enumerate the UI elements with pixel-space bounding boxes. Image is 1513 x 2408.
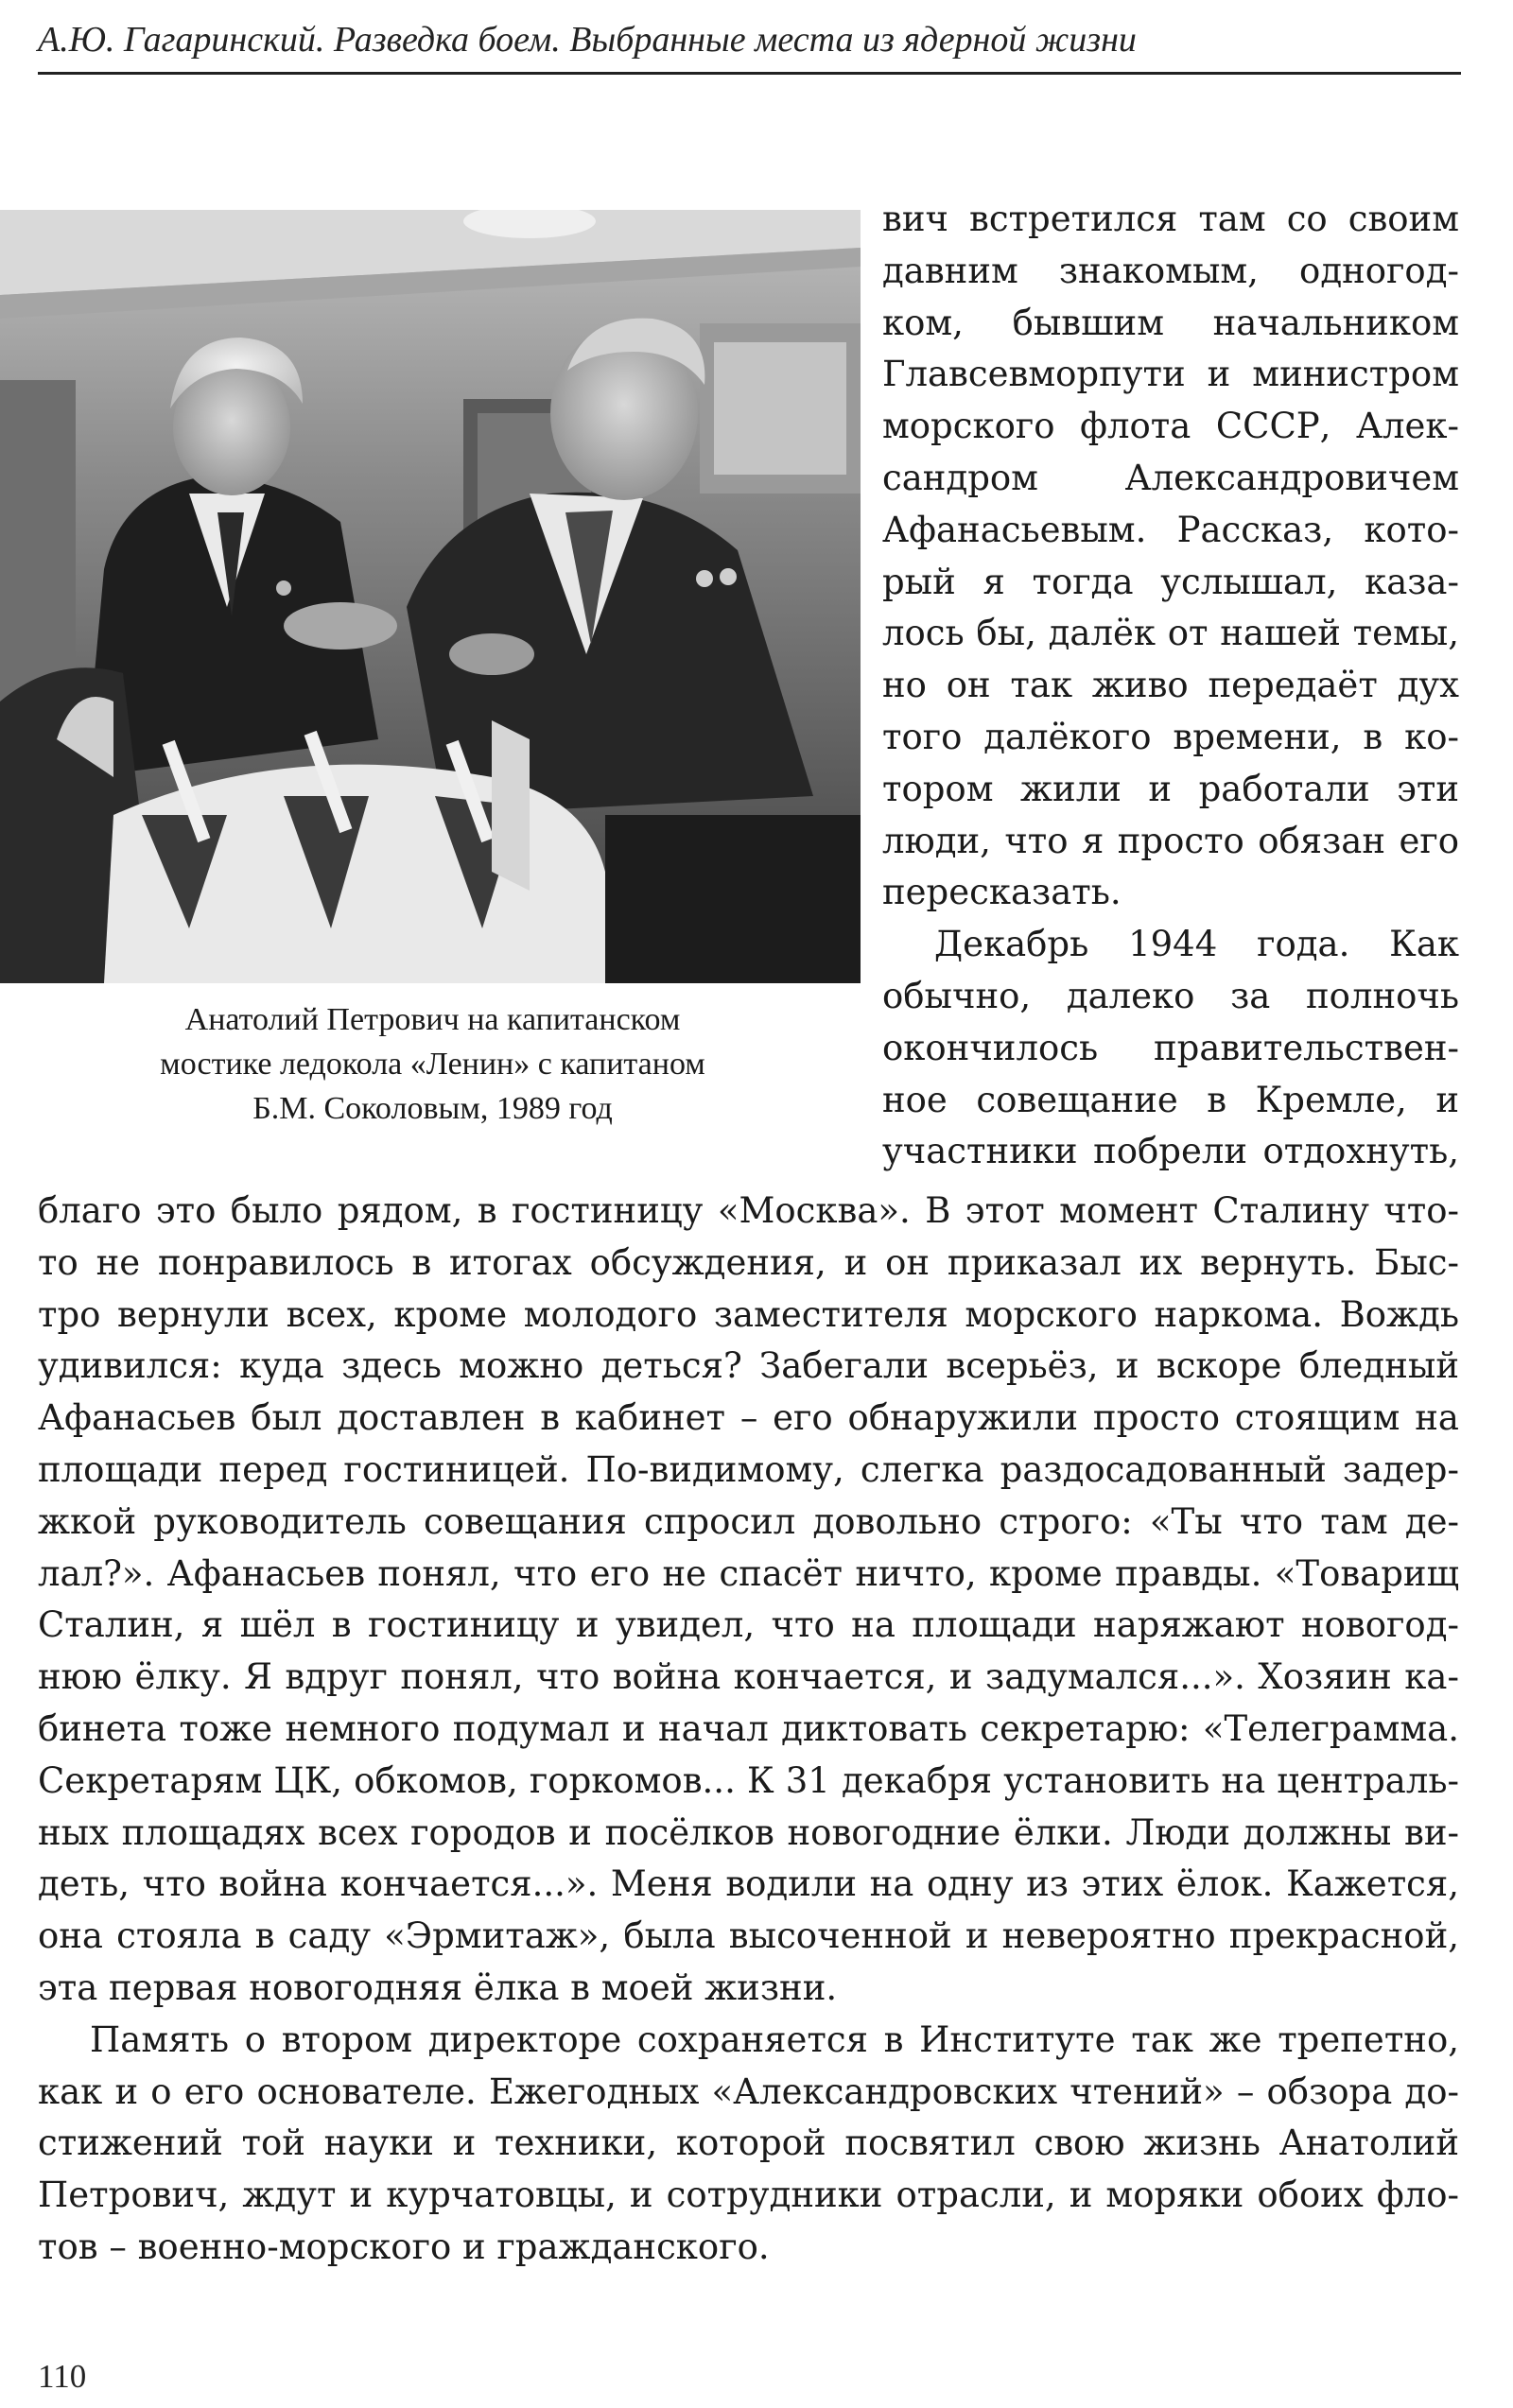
text-line: ное совещание в Кремле, и (882, 1079, 1459, 1120)
text-line: Афанасьев был доставлен в кабинет – его обнаружили просто стоящим на (38, 1397, 1459, 1439)
text-line: Сталин, я шёл в гостиницу и увидел, что на площади наряжают новогод- (38, 1604, 1459, 1646)
text-line: Петрович, ждут и курчатовцы, и сотрудники отрасли, и моряки обоих фло- (38, 2174, 1459, 2216)
text-line: Афанасьевым. Рассказ, кото- (882, 509, 1459, 550)
text-line: Секретарям ЦК, обкомов, горкомов... К 31 декабря установить на централь- (38, 1759, 1459, 1801)
text-line: эта первая новогодняя ёлка в моей жизни. (38, 1966, 838, 2008)
column-text (882, 194, 1459, 1178)
photo-illustration (0, 210, 861, 983)
full-width-text (38, 1186, 1459, 2274)
text-line: жкой руководитель совещания спросил довольно строго: «Ты что там де- (38, 1500, 1459, 1542)
text-line: рый я тогда услышал, каза- (882, 561, 1459, 602)
text-line: пересказать. (882, 872, 1122, 913)
photo-captains-on-bridge (0, 210, 861, 983)
text-line: участники побрели отдохнуть, (882, 1131, 1459, 1172)
text-line: деть, что война кончается...». Меня водили на одну из этих ёлок. Кажется, (38, 1863, 1459, 1905)
text-line: того далёкого времени, в ко- (882, 716, 1459, 757)
text-line: стижений той науки и техники, которой посвятил свою жизнь Анатолий (38, 2122, 1459, 2164)
text-line: Память о втором директоре сохраняется в Институте так же трепетно, (90, 2018, 1459, 2060)
text-line: морского флота СССР, Алек- (882, 406, 1459, 447)
text-line: бинета тоже немного подумал и начал диктовать секретарю: «Телеграмма. (38, 1707, 1459, 1749)
text-line: вич встретился там со своим (882, 199, 1459, 239)
text-line: давним знакомым, одногод- (882, 250, 1459, 291)
caption-line: Б.М. Соколовым, 1989 год (252, 1091, 613, 1126)
header-rule (38, 72, 1461, 75)
text-line: окончилось правительствен- (882, 1027, 1459, 1068)
text-line: нюю ёлку. Я вдруг понял, что война кончается, и задумался...». Хозяин ка- (38, 1656, 1459, 1698)
text-line: то не понравилось в итогах обсуждения, и он приказал их вернуть. Быс- (38, 1241, 1459, 1283)
caption-line: Анатолий Петрович на капитанском (184, 1002, 681, 1037)
text-line: удивился: куда здесь можно деться? Забегали всерьёз, и вскоре бледный (38, 1345, 1459, 1387)
text-line: тором жили и работали эти (882, 768, 1459, 809)
text-line: Декабрь 1944 года. Как (934, 924, 1459, 965)
text-line: лал?». Афанасьев понял, что его не спасёт ничто, кроме правды. «Товарищ (38, 1552, 1459, 1594)
text-line: тов – военно-морского и гражданского. (38, 2226, 770, 2267)
page-number: 110 (38, 2358, 87, 2395)
text-line: обычно, далеко за полночь (882, 975, 1459, 1016)
running-head-title: А.Ю. Гагаринский. Разведка боем. Выбранные места из ядерной жизни (38, 20, 1137, 60)
text-line: лось бы, далёк от нашей темы, (882, 613, 1459, 654)
text-line: как и о его основателе. Ежегодных «Александровских чтений» – обзора до- (38, 2070, 1459, 2112)
text-line: сандром Александровичем (882, 457, 1459, 498)
text-line: люди, что я просто обязан его (882, 820, 1459, 861)
text-line: Главсевморпути и министром (882, 354, 1459, 395)
caption-line: мостике ледокола «Ленин» с капитаном (160, 1047, 705, 1082)
text-line: но он так живо передаёт дух (882, 665, 1459, 706)
text-line: площади перед гостиницей. По-видимому, слегка раздосадованный задер- (38, 1448, 1459, 1490)
text-line: ных площадях всех городов и посёлков новогодние ёлки. Люди должны ви- (38, 1811, 1459, 1853)
text-line: тро вернули всех, кроме молодого заместителя морского наркома. Вождь (38, 1293, 1459, 1335)
text-line: она стояла в саду «Эрмитаж», была высоченной и невероятно прекрасной, (38, 1915, 1459, 1957)
text-line: ком, бывшим начальником (882, 302, 1459, 343)
text-line: благо это было рядом, в гостиницу «Москва». В этот момент Сталину что- (38, 1190, 1459, 1231)
figure-caption (57, 997, 809, 1131)
